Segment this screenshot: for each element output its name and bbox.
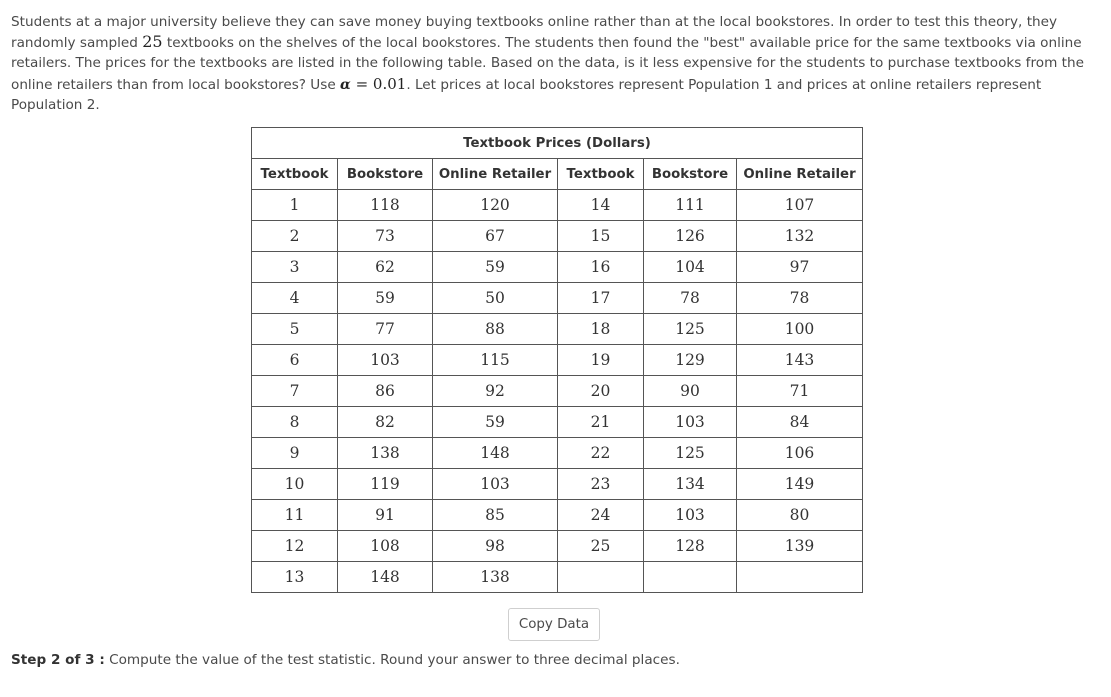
table-cell: 20 (558, 376, 644, 407)
table-cell: 120 (433, 190, 558, 221)
table-cell: 138 (433, 562, 558, 593)
table-row (252, 190, 863, 221)
table-cell: 17 (558, 283, 644, 314)
table-cell: 138 (338, 438, 433, 469)
table-cell: 128 (644, 531, 737, 562)
table-cell: 71 (737, 376, 863, 407)
table-cell: 2 (252, 221, 338, 252)
table-row (252, 469, 863, 500)
table-cell: 21 (558, 407, 644, 438)
table-cell: 59 (338, 283, 433, 314)
table-cell: 77 (338, 314, 433, 345)
table-cell: 10 (252, 469, 338, 500)
table-cell: 115 (433, 345, 558, 376)
table-cell: 84 (737, 407, 863, 438)
table-cell: 3 (252, 252, 338, 283)
problem-text-part-1: Students at a major university believe they can save money buying textbooks online rather than at the local bookstores. In order to test this theory, they randomly sampled (11, 14, 1058, 52)
table-row (252, 221, 863, 252)
table-cell: 78 (737, 283, 863, 314)
table-cell: 91 (338, 500, 433, 531)
table-cell: 125 (644, 314, 737, 345)
table-cell: 104 (644, 252, 737, 283)
table-cell: 125 (644, 438, 737, 469)
table-cell: 149 (737, 469, 863, 500)
table-row (252, 562, 863, 593)
table-cell: 67 (433, 221, 558, 252)
table-cell: 107 (737, 190, 863, 221)
table-row (252, 500, 863, 531)
table-cell: 82 (338, 407, 433, 438)
table-cell: 139 (737, 531, 863, 562)
table-cell: 103 (433, 469, 558, 500)
table-cell: 12 (252, 531, 338, 562)
column-header: Online Retailer (737, 159, 863, 190)
table-row (252, 283, 863, 314)
table-cell: 7 (252, 376, 338, 407)
table-cell: 108 (338, 531, 433, 562)
table-cell: 62 (338, 252, 433, 283)
column-header: Textbook (558, 159, 644, 190)
sample-size: 25 (142, 32, 163, 52)
table-cell: 16 (558, 252, 644, 283)
table-cell: 8 (252, 407, 338, 438)
textbook-prices-table (251, 127, 863, 593)
table-cell: 90 (644, 376, 737, 407)
table-cell: 86 (338, 376, 433, 407)
problem-statement (11, 12, 1106, 115)
table-body (252, 190, 863, 593)
table-cell: 19 (558, 345, 644, 376)
table-cell: 85 (433, 500, 558, 531)
table-cell: 143 (737, 345, 863, 376)
table-row (252, 345, 863, 376)
table-cell (737, 562, 863, 593)
table-cell: 25 (558, 531, 644, 562)
table-cell: 100 (737, 314, 863, 345)
table-cell: 119 (338, 469, 433, 500)
copy-data-button[interactable]: Copy Data (508, 608, 600, 641)
problem-text-part-2: textbooks on the shelves of the local bookstores. The students then found the "best" available price for the same textbooks via online retailers. The prices for the textbooks are listed in the following table. Based on the data, is it less expensive for the students to purchase textbooks from the online retailers than from local bookstores? Use (11, 35, 1084, 93)
table-cell: 106 (737, 438, 863, 469)
table-cell: 9 (252, 438, 338, 469)
table-cell: 78 (644, 283, 737, 314)
table-cell (558, 562, 644, 593)
table-cell: 14 (558, 190, 644, 221)
table-row (252, 407, 863, 438)
alpha-value: 0.01 (372, 74, 407, 93)
table-cell: 88 (433, 314, 558, 345)
table-cell: 50 (433, 283, 558, 314)
table-cell: 103 (338, 345, 433, 376)
table-cell: 92 (433, 376, 558, 407)
table-cell: 98 (433, 531, 558, 562)
table-cell: 103 (644, 407, 737, 438)
table-cell: 11 (252, 500, 338, 531)
table-cell: 23 (558, 469, 644, 500)
column-header: Online Retailer (433, 159, 558, 190)
table-cell: 148 (433, 438, 558, 469)
table-cell: 5 (252, 314, 338, 345)
table-cell: 59 (433, 407, 558, 438)
table-cell: 126 (644, 221, 737, 252)
column-header: Bookstore (338, 159, 433, 190)
table-cell: 111 (644, 190, 737, 221)
alpha-equals: = (350, 74, 373, 93)
table-cell: 80 (737, 500, 863, 531)
alpha-symbol: α (340, 76, 351, 93)
table-cell (644, 562, 737, 593)
table-cell: 148 (338, 562, 433, 593)
table-cell: 129 (644, 345, 737, 376)
table-cell: 13 (252, 562, 338, 593)
table-cell: 1 (252, 190, 338, 221)
table-cell: 6 (252, 345, 338, 376)
step-label: Step 2 of 3 : (11, 652, 105, 668)
table-cell: 73 (338, 221, 433, 252)
table-cell: 24 (558, 500, 644, 531)
table-title: Textbook Prices (Dollars) (252, 128, 863, 159)
table-cell: 132 (737, 221, 863, 252)
table-cell: 103 (644, 500, 737, 531)
table-cell: 18 (558, 314, 644, 345)
table-header-row (252, 159, 863, 190)
table-cell: 4 (252, 283, 338, 314)
table-row (252, 252, 863, 283)
problem-text-part-3: . Let prices at local bookstores represent Population 1 and prices at online retailers represent Population 2. (11, 76, 1042, 113)
table-cell: 22 (558, 438, 644, 469)
table-row (252, 376, 863, 407)
column-header: Textbook (252, 159, 338, 190)
table-cell: 97 (737, 252, 863, 283)
table-cell: 59 (433, 252, 558, 283)
step-text: Compute the value of the test statistic. Round your answer to three decimal places. (104, 652, 680, 668)
column-header: Bookstore (644, 159, 737, 190)
step-instruction (11, 652, 680, 668)
table-cell: 118 (338, 190, 433, 221)
table-row (252, 531, 863, 562)
table-row (252, 314, 863, 345)
table-row (252, 438, 863, 469)
table-cell: 15 (558, 221, 644, 252)
table-cell: 134 (644, 469, 737, 500)
